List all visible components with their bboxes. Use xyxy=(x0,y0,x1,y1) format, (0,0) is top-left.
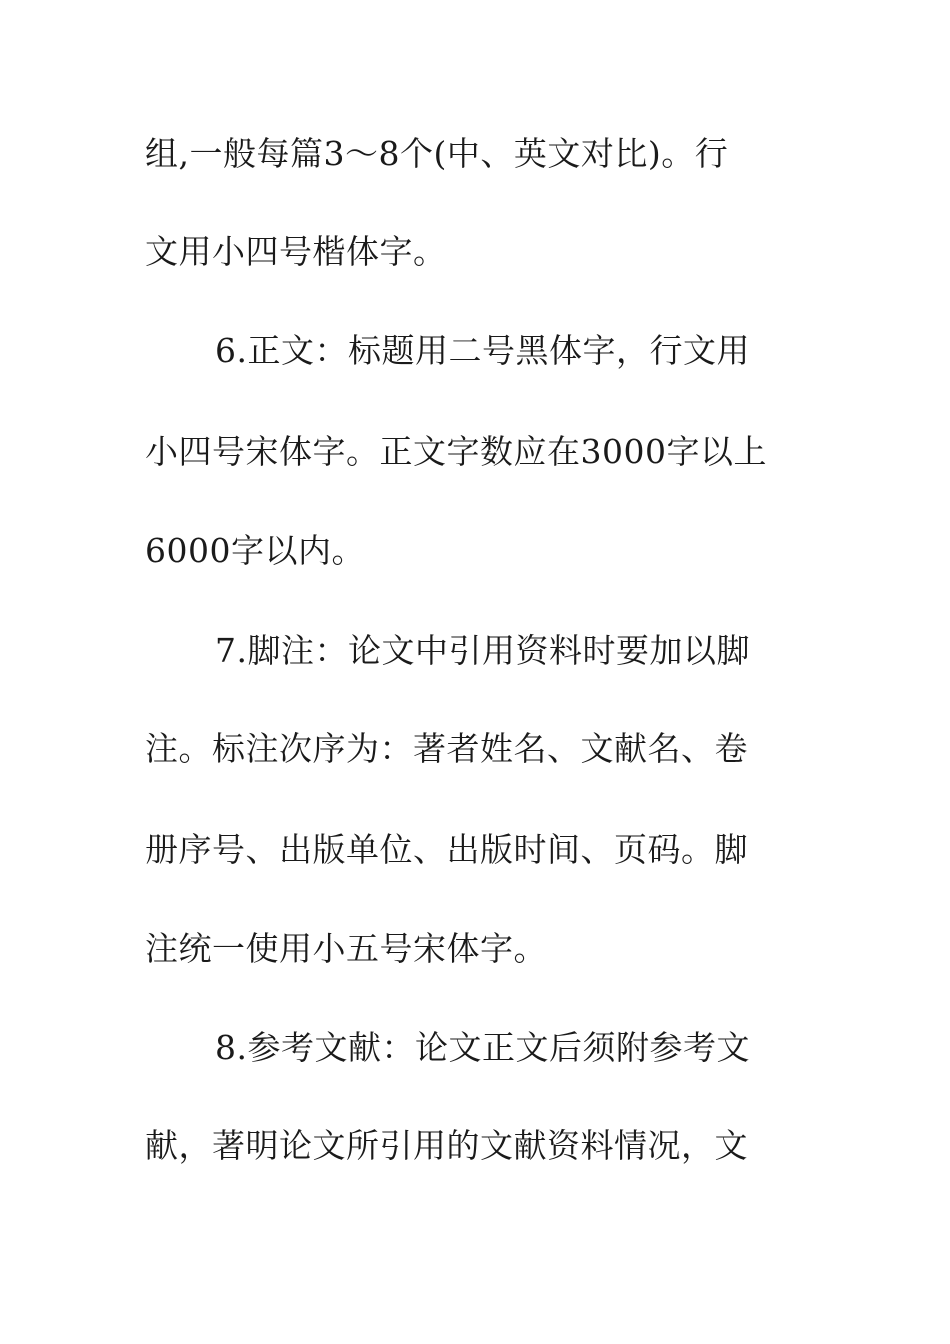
paragraph-8-heading-line: 8.参考文献：论文正文后须附参考文 xyxy=(215,1028,750,1067)
paragraph-7-heading-line: 7.脚注：论文中引用资料时要加以脚 xyxy=(215,631,750,670)
text-line: 献，著明论文所引用的文献资料情况，文 xyxy=(145,1126,748,1165)
text-line: 小四号宋体字。正文字数应在3000字以上 xyxy=(145,432,767,471)
text-line: 注统一使用小五号宋体字。 xyxy=(145,929,547,968)
text-line: 6000字以内。 xyxy=(145,531,365,570)
text-line: 组,一般每篇3～8个(中、英文对比)。行 xyxy=(145,134,729,173)
text-line: 册序号、出版单位、出版时间、页码。脚 xyxy=(145,830,748,869)
paragraph-6-heading-line: 6.正文：标题用二号黑体字，行文用 xyxy=(215,331,750,370)
text-line: 注。标注次序为：著者姓名、文献名、卷 xyxy=(145,729,748,768)
text-line: 文用小四号楷体字。 xyxy=(145,232,447,271)
